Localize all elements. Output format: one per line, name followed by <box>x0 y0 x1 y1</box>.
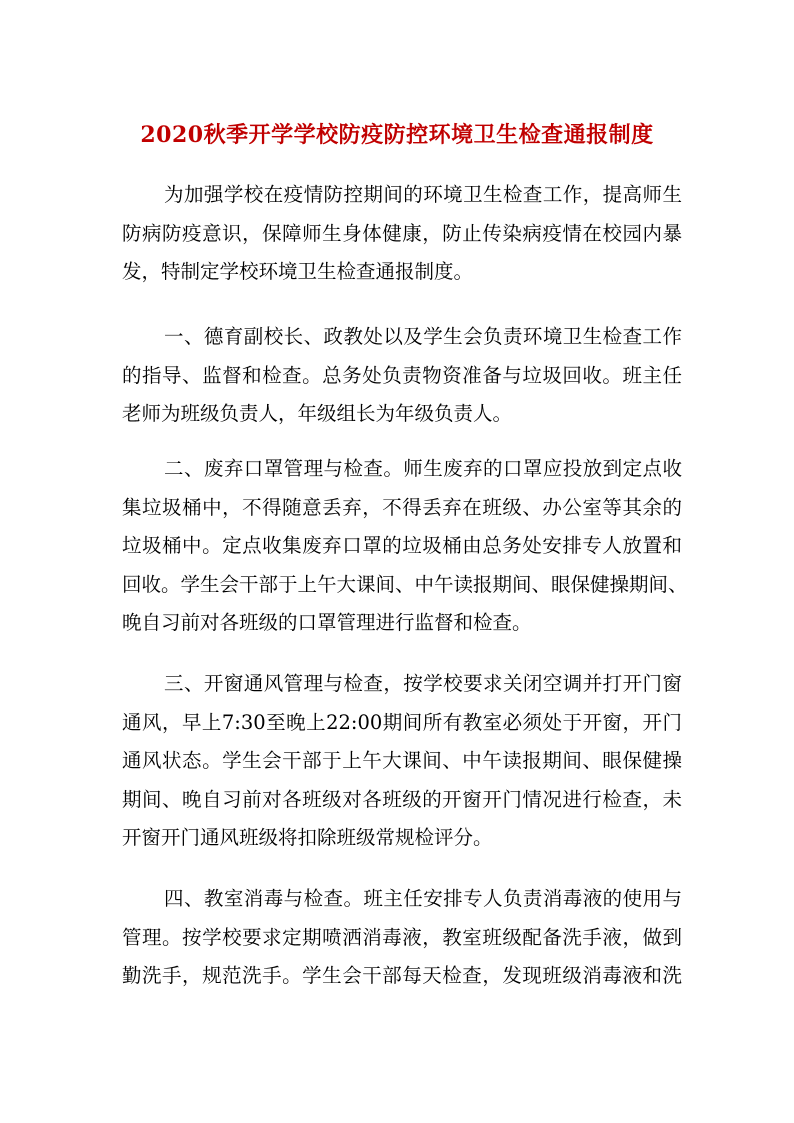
paragraph-line: 二、废弃口罩管理与检查。师生废弃的口罩应投放到定点收 <box>164 457 682 480</box>
paragraph-line: 集垃圾桶中，不得随意丢弃，不得丢弃在班级、办公室等其余的 <box>122 495 682 519</box>
paragraph-line: 的指导、监督和检查。总务处负责物资准备与垃圾回收。班主任 <box>122 363 682 387</box>
paragraph-line: 一、德育副校长、政教处以及学生会负责环境卫生检查工作 <box>164 325 682 348</box>
paragraph-line: 防病防疫意识，保障师生身体健康，防止传染病疫情在校园内暴 <box>122 221 682 245</box>
paragraph-line: 垃圾桶中。定点收集废弃口罩的垃圾桶由总务处安排专人放置和 <box>122 534 682 557</box>
paragraph-section-3 <box>122 665 682 858</box>
paragraph-line: 发，特制定学校环境卫生检查通报制度。 <box>122 260 474 283</box>
page-title: 2020秋季开学学校防疫防控环境卫生检查通报制度 <box>140 122 654 148</box>
paragraph-line: 四、教室消毒与检查。班主任安排专人负责消毒液的使用与 <box>164 887 682 910</box>
paragraph-line: 晚自习前对各班级的口罩管理进行监督和检查。 <box>122 611 532 634</box>
paragraph-line: 勤洗手，规范洗手。学生会干部每天检查，发现班级消毒液和洗 <box>122 964 682 987</box>
paragraph-line: 三、开窗通风管理与检查，按学校要求关闭空调并打开门窗 <box>164 672 682 695</box>
paragraph-line: 通风，早上7:30至晚上22:00期间所有教室必须处于开窗，开门 <box>122 710 682 734</box>
paragraph-section-4 <box>122 880 682 996</box>
paragraph-section-1 <box>122 318 682 434</box>
paragraph-line: 期间、晚自习前对各班级对各班级的开窗开门情况进行检查，未 <box>122 787 682 811</box>
paragraph-intro <box>122 176 682 292</box>
paragraph-line: 回收。学生会干部于上午大课间、中午读报期间、眼保健操期间、 <box>122 572 688 596</box>
paragraph-line: 通风状态。学生会干部于上午大课间、中午读报期间、眼保健操 <box>122 749 682 772</box>
paragraph-line: 老师为班级负责人，年级组长为年级负责人。 <box>122 402 513 425</box>
paragraph-line: 为加强学校在疫情防控期间的环境卫生检查工作，提高师生 <box>164 183 682 206</box>
paragraph-section-2 <box>122 450 688 643</box>
paragraph-line: 管理。按学校要求定期喷洒消毒液，教室班级配备洗手液，做到 <box>122 925 682 949</box>
paragraph-line: 开窗开门通风班级将扣除班级常规检评分。 <box>122 826 493 849</box>
